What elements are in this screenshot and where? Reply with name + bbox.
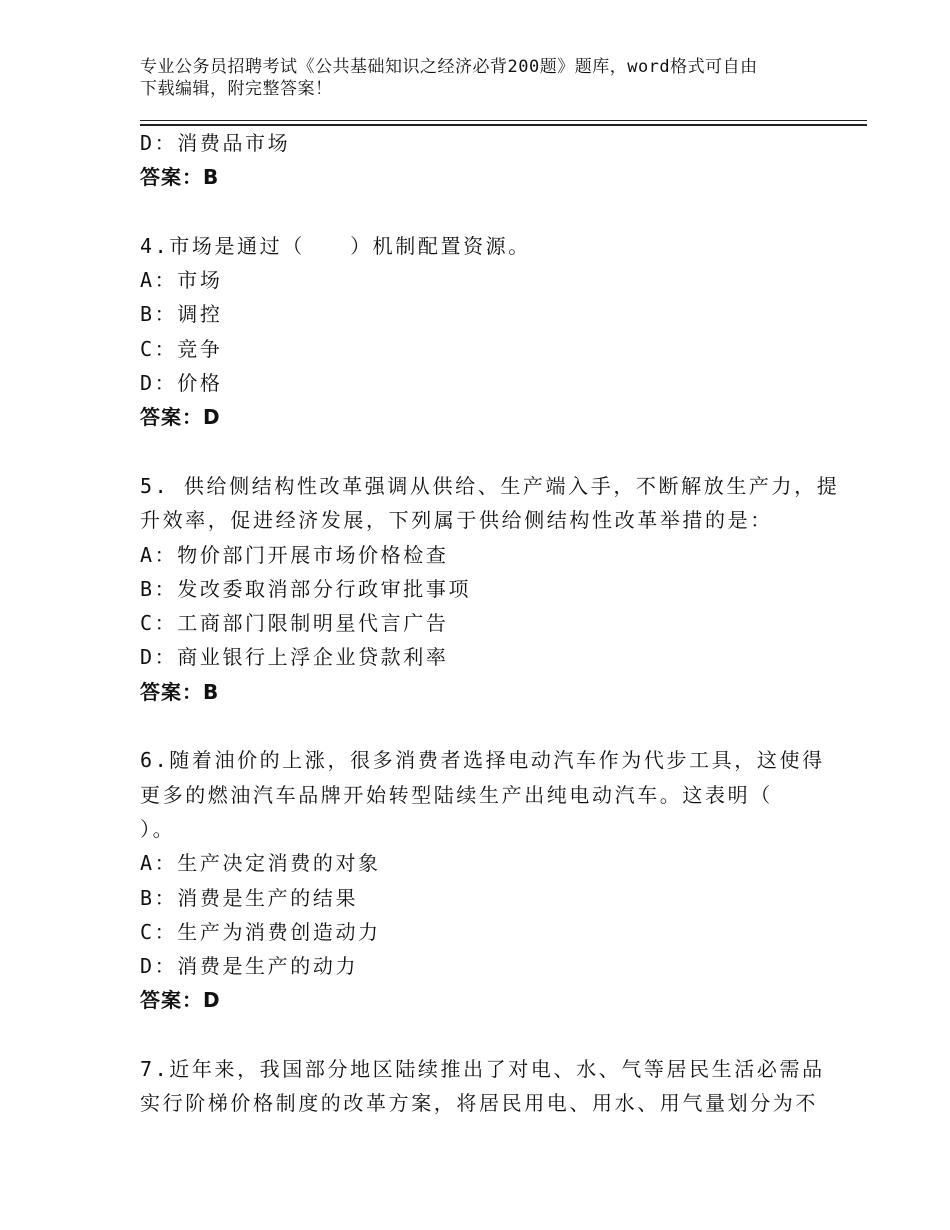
question-stem-line-1: 6.随着油价的上涨，很多消费者选择电动汽车作为代步工具，这使得: [140, 748, 825, 773]
header-line-1: 专业公务员招聘考试《公共基础知识之经济必背200题》题库，word格式可自由: [140, 57, 758, 77]
spacer: [140, 195, 820, 229]
question-stem: 4.市场是通过（ ）机制配置资源。: [140, 233, 531, 258]
question-4: [140, 229, 820, 435]
question-stem-line-2: 实行阶梯价格制度的改革方案，将居民用电、用水、用气量划分为不: [140, 1091, 818, 1116]
question-7: [140, 1052, 825, 1121]
option-b: B：消费是生产的结果: [140, 885, 359, 910]
option-a: A：市场: [140, 268, 223, 293]
answer: 答案：D: [140, 405, 221, 430]
question-6: [140, 743, 825, 1017]
option-b: B：调控: [140, 302, 223, 327]
answer: 答案：B: [140, 679, 220, 704]
spacer: [140, 709, 820, 743]
option-a: A：生产决定消费的对象: [140, 851, 381, 876]
spacer: [140, 1018, 820, 1052]
option-a: A：物价部门开展市场价格检查: [140, 542, 449, 567]
option-d: D：商业银行上浮企业贷款利率: [140, 645, 449, 670]
answer: 答案：D: [140, 988, 221, 1013]
option-d: D：消费品市场: [140, 131, 291, 155]
question-stem-line-1: 7.近年来，我国部分地区陆续推出了对电、水、气等居民生活必需品: [140, 1057, 825, 1082]
option-c: C：生产为消费创造动力: [140, 919, 381, 944]
question-stem-line-2: 升效率，促进经济发展，下列属于供给侧结构性改革举措的是：: [140, 508, 773, 533]
document-header: [140, 56, 820, 100]
option-d: D：消费是生产的动力: [140, 954, 359, 979]
question-5: [140, 469, 840, 709]
option-d: D：价格: [140, 371, 223, 396]
question-stem-line-2: 更多的燃油汽车品牌开始转型陆续生产出纯电动汽车。这表明（: [140, 782, 773, 807]
header-divider-thin: [140, 120, 867, 121]
question-stem-line-3: ）。: [140, 816, 176, 841]
question-3: [140, 126, 820, 195]
option-b: B：发改委取消部分行政审批事项: [140, 576, 472, 601]
spacer: [140, 435, 820, 469]
option-c: C：工商部门限制明星代言广告: [140, 611, 449, 636]
question-stem-line-1: 5. 供给侧结构性改革强调从供给、生产端入手，不断解放生产力，提: [140, 473, 840, 498]
header-line-2: 下载编辑，附完整答案！: [140, 79, 333, 99]
answer: 答案：B: [140, 165, 220, 190]
question-list: [140, 126, 840, 1121]
option-c: C：竞争: [140, 336, 223, 361]
